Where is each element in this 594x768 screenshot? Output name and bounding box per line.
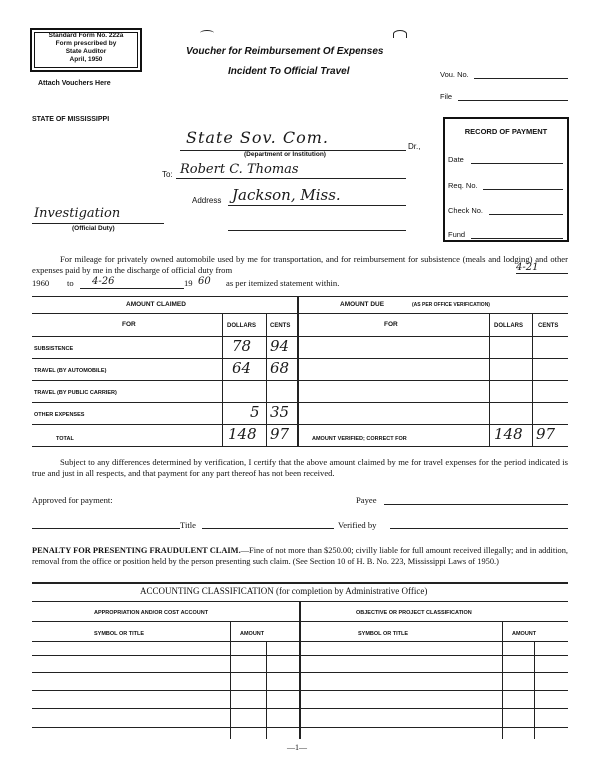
- page-number: —1—: [287, 743, 307, 752]
- right-amount-divider: [502, 621, 503, 739]
- address-field[interactable]: [228, 205, 406, 206]
- row-line: [298, 380, 568, 381]
- approved-signature-field[interactable]: [32, 528, 180, 529]
- row-other-dollars: 5: [250, 403, 260, 421]
- accounting-top-rule: [32, 582, 568, 584]
- record-of-payment-header: RECORD OF PAYMENT: [464, 127, 548, 136]
- title-field[interactable]: [202, 528, 334, 529]
- row-travel-carrier-label: TRAVEL (BY PUBLIC CARRIER): [34, 390, 117, 396]
- form-subtitle: Incident To Official Travel: [228, 66, 350, 77]
- left-amount-divider: [230, 621, 231, 739]
- from-date-handwritten: 4-21: [516, 262, 539, 273]
- claimed-dollars-header: DOLLARS: [227, 323, 256, 329]
- form-date: April, 1950: [69, 56, 103, 63]
- claimed-cents-header: CENTS: [270, 323, 291, 329]
- amount-verified-label: AMOUNT VERIFIED; CORRECT FOR: [312, 436, 407, 442]
- record-of-payment-box: [443, 117, 569, 242]
- due-cents-header: CENTS: [538, 323, 559, 329]
- verified-by-label: Verified by: [338, 520, 377, 530]
- row-line: [32, 424, 298, 425]
- file-field[interactable]: [458, 100, 568, 101]
- amount-table-top: [32, 296, 568, 297]
- rop-date-label: Date: [448, 155, 464, 164]
- rop-check-field[interactable]: [489, 214, 563, 215]
- due-dollars-header: DOLLARS: [494, 323, 523, 329]
- row-other-label: OTHER EXPENSES: [34, 412, 85, 418]
- amount-table-subheader-line: [32, 336, 568, 337]
- form-number-box: [30, 28, 142, 72]
- amount-claimed-header: AMOUNT CLAIMED: [126, 301, 186, 308]
- address-handwritten: Jackson, Miss.: [232, 186, 341, 204]
- row-line: [298, 402, 568, 403]
- amount-due-note: (AS PER OFFICE VERIFICATION): [412, 302, 490, 308]
- to-date-field[interactable]: [80, 288, 184, 289]
- verified-by-field[interactable]: [390, 528, 568, 529]
- rop-fund-field[interactable]: [471, 238, 563, 239]
- address-field-2[interactable]: [228, 230, 406, 231]
- row-travel-auto-dollars: 64: [232, 359, 252, 377]
- to-field[interactable]: [176, 178, 406, 179]
- accounting-row-rule: [32, 690, 568, 691]
- form-title: Voucher for Reimbursement Of Expenses: [186, 46, 384, 57]
- row-total-dollars: 148: [228, 425, 257, 443]
- appropriation-header: APPROPRIATION AND/OR COST ACCOUNT: [94, 610, 209, 616]
- attach-vouchers-label: Attach Vouchers Here: [38, 80, 111, 87]
- rop-date-field[interactable]: [471, 163, 563, 164]
- department-caption: (Department or Institution): [244, 151, 326, 158]
- verified-dollars: 148: [494, 425, 523, 443]
- row-total-label: TOTAL: [56, 436, 74, 442]
- accounting-subheader-rule: [32, 621, 568, 622]
- objective-header: OBJECTIVE OR PROJECT CLASSIFICATION: [356, 610, 472, 616]
- official-duty-caption: (Official Duty): [72, 225, 115, 232]
- accounting-row-rule: [32, 655, 568, 656]
- claimed-for-header: FOR: [122, 321, 136, 328]
- approved-label: Approved for payment:: [32, 495, 113, 505]
- department-handwritten: State Sov. Com.: [186, 128, 329, 147]
- row-subsistence-cents: 94: [270, 337, 290, 355]
- year-to-handwritten: 60: [198, 276, 211, 287]
- row-line: [298, 424, 568, 425]
- rop-req-field[interactable]: [483, 189, 563, 190]
- payee-field[interactable]: [384, 504, 568, 505]
- right-symbol-header: SYMBOL OR TITLE: [358, 631, 409, 637]
- form-number: Standard Form No. 222a: [48, 32, 124, 39]
- row-subsistence-label: SUBSISTENCE: [34, 346, 74, 352]
- row-total-cents: 97: [270, 425, 290, 443]
- file-label: File: [440, 92, 453, 101]
- from-date-field[interactable]: [516, 273, 568, 274]
- rop-fund-label: Fund: [448, 230, 466, 239]
- title-label: Title: [180, 520, 196, 530]
- intro-paragraph: For mileage for privately owned automobile used by me for transportation, and for reimbursement for subsistence (meals and lodging) and other expenses paid by me in the discharge of official duty from: [32, 254, 568, 275]
- to-label: To:: [162, 170, 173, 179]
- accounting-row-rule: [32, 727, 568, 728]
- payee-name-handwritten: Robert C. Thomas: [180, 162, 299, 177]
- left-amount-header: AMOUNT: [240, 631, 265, 637]
- row-line: [298, 358, 568, 359]
- to-word: to: [67, 278, 74, 288]
- row-travel-auto-label: TRAVEL (BY AUTOMOBILE): [34, 368, 107, 374]
- row-line: [32, 380, 298, 381]
- form-prescribed: Form prescribed by: [55, 40, 117, 47]
- accounting-row-rule: [32, 708, 568, 709]
- certify-paragraph: Subject to any differences determined by verification, I certify that the above amount claimed by me for travel expenses for the period indicated is true and just in all respects, and that payment for any part thereof has not been received.: [32, 457, 568, 478]
- accounting-row-rule: [32, 672, 568, 673]
- row-travel-auto-cents: 68: [270, 359, 290, 377]
- rop-req-label: Req. No.: [448, 181, 478, 190]
- dr-label: Dr.,: [408, 142, 421, 151]
- left-symbol-header: SYMBOL OR TITLE: [94, 631, 145, 637]
- form-auditor: State Auditor: [65, 48, 107, 55]
- amount-due-header: AMOUNT DUE: [340, 301, 385, 308]
- rop-check-label: Check No.: [448, 206, 484, 215]
- to-date-handwritten: 4-26: [92, 276, 115, 287]
- right-amount-header: AMOUNT: [512, 631, 537, 637]
- vou-no-label: Vou. No.: [440, 70, 469, 79]
- year-from: 1960: [32, 278, 50, 288]
- row-line: [32, 358, 298, 359]
- amount-table-header-line: [32, 313, 568, 314]
- accounting-heading: ACCOUNTING CLASSIFICATION (for completion by Administrative Office): [140, 586, 428, 596]
- payee-label: Payee: [356, 495, 377, 505]
- row-subsistence-dollars: 78: [232, 337, 252, 355]
- punch-mark-right: [393, 30, 407, 38]
- state-label: STATE OF MISSISSIPPI: [32, 116, 110, 123]
- left-cents-divider: [266, 641, 267, 739]
- official-duty-field[interactable]: [32, 223, 164, 224]
- accounting-row-rule: [32, 641, 568, 642]
- due-for-header: FOR: [384, 321, 398, 328]
- penalty-paragraph: PENALTY FOR PRESENTING FRAUDULENT CLAIM.—Fine of not more than $250.00; civilly liable for full amount received illegally; and in addition, removal from the office or position held by the person presenting such claim. (See Section 10 of H. B. No. 223, Mississippi Laws of 1950.): [32, 546, 568, 566]
- amount-table-bottom: [32, 446, 568, 447]
- right-cents-divider: [534, 641, 535, 739]
- address-label: Address: [192, 196, 222, 205]
- punch-mark-left: [200, 30, 214, 36]
- per-statement: as per itemized statement within.: [226, 278, 340, 288]
- vou-no-field[interactable]: [474, 78, 568, 79]
- year-to-prefix: 19: [184, 278, 193, 288]
- row-other-cents: 35: [270, 403, 290, 421]
- official-duty-handwritten: Investigation: [34, 206, 121, 221]
- verified-cents: 97: [536, 425, 556, 443]
